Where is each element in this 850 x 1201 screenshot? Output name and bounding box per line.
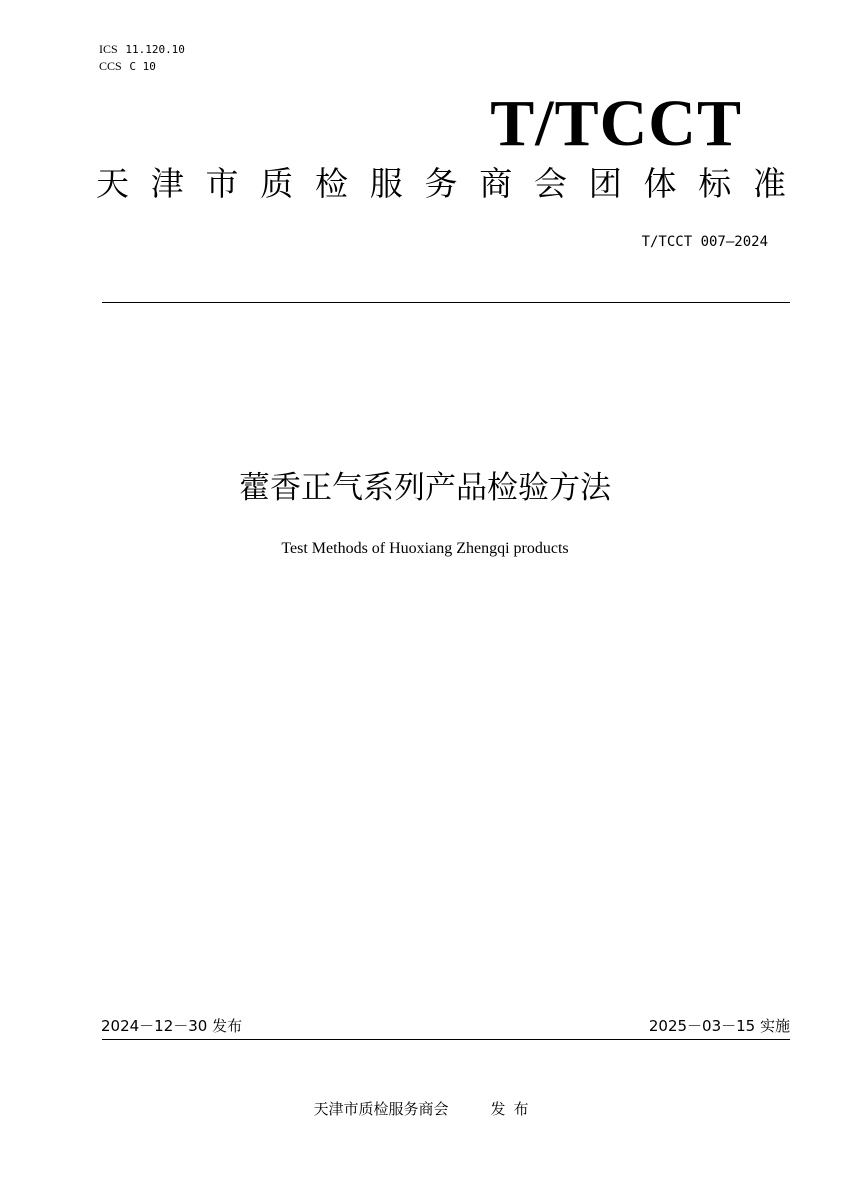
org-title-char: 商 bbox=[479, 164, 513, 203]
org-title-char: 质 bbox=[260, 164, 294, 203]
org-title-char: 服 bbox=[369, 164, 403, 203]
org-title-char: 会 bbox=[534, 164, 567, 203]
org-title-char: 标 bbox=[698, 164, 732, 203]
ics-label: ICS bbox=[99, 42, 118, 56]
header-divider bbox=[102, 302, 790, 303]
document-subtitle: Test Methods of Huoxiang Zhengqi products bbox=[281, 540, 569, 557]
org-title-char: 团 bbox=[588, 164, 622, 203]
issuer-line bbox=[0, 1098, 850, 1120]
ics-line bbox=[99, 41, 185, 58]
issue-date: 2024－12－30 发布 bbox=[101, 1017, 243, 1035]
ccs-value: C 10 bbox=[129, 60, 156, 73]
org-title-char: 务 bbox=[424, 164, 458, 203]
standard-number: T/TCCT 007—2024 bbox=[641, 234, 768, 250]
organization-standard-title bbox=[96, 163, 786, 205]
org-title-char: 津 bbox=[150, 164, 184, 203]
document-title: 藿香正气系列产品检验方法 bbox=[239, 470, 611, 506]
issuer-action: 发布 bbox=[490, 1100, 537, 1118]
ccs-label: CCS bbox=[99, 59, 122, 73]
org-title-char: 准 bbox=[753, 164, 786, 203]
issuer-name: 天津市质检服务商会 bbox=[313, 1100, 449, 1118]
implementation-date: 2025－03－15 实施 bbox=[648, 1017, 790, 1035]
org-title-char: 体 bbox=[643, 164, 677, 203]
ics-value: 11.120.10 bbox=[125, 43, 185, 56]
org-title-char: 检 bbox=[315, 164, 348, 203]
footer-divider bbox=[102, 1039, 790, 1040]
org-title-char: 天 bbox=[96, 164, 129, 203]
ccs-line bbox=[99, 58, 185, 75]
classification-codes bbox=[99, 41, 185, 75]
standard-brand-logo: T/TCCT bbox=[490, 87, 742, 160]
org-title-char: 市 bbox=[205, 164, 239, 203]
